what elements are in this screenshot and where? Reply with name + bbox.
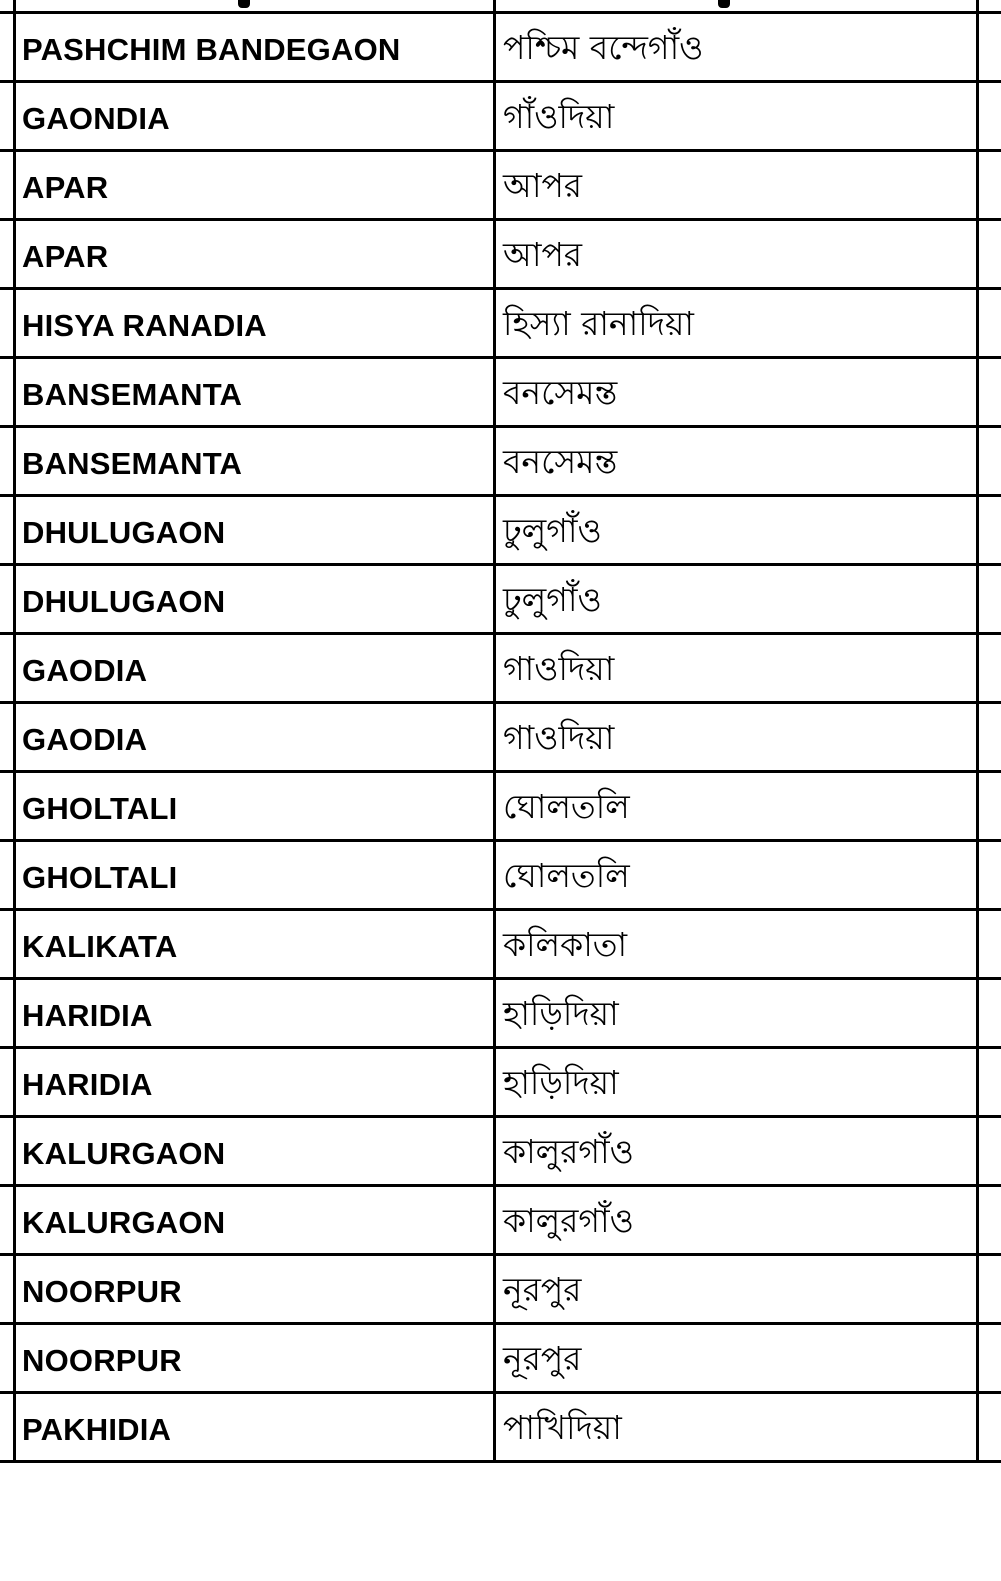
column-rule-right — [976, 773, 979, 839]
column-rule-middle — [493, 359, 496, 425]
column-rule-right — [976, 1256, 979, 1322]
column-rule-left — [13, 842, 16, 908]
bengali-name-cell: কালুরগাঁও — [503, 1201, 634, 1240]
column-rule-left — [13, 911, 16, 977]
bengali-name-cell: গাওদিয়া — [503, 649, 615, 688]
table-top-edge — [0, 0, 1001, 14]
english-name-cell: KALURGAON — [22, 1136, 226, 1171]
column-rule-middle — [493, 0, 496, 11]
column-rule-left — [13, 359, 16, 425]
column-rule-left — [13, 1325, 16, 1391]
column-rule-left — [13, 221, 16, 287]
bengali-name-cell: বনসেমন্ত — [503, 442, 618, 481]
column-rule-right — [976, 980, 979, 1046]
table-row — [0, 773, 1001, 842]
column-rule-middle — [493, 83, 496, 149]
column-rule-right — [976, 14, 979, 80]
english-name-cell: BANSEMANTA — [22, 377, 243, 412]
table-row — [0, 842, 1001, 911]
table-row — [0, 1394, 1001, 1463]
table-row — [0, 704, 1001, 773]
table-row — [0, 1118, 1001, 1187]
bengali-name-cell: গাওদিয়া — [503, 718, 615, 757]
column-rule-right — [976, 0, 979, 11]
english-name-cell: NOORPUR — [22, 1343, 182, 1378]
english-name-cell: BANSEMANTA — [22, 446, 243, 481]
column-rule-middle — [493, 1256, 496, 1322]
column-rule-middle — [493, 1325, 496, 1391]
column-rule-right — [976, 428, 979, 494]
column-rule-middle — [493, 497, 496, 563]
bengali-name-cell: কালুরগাঁও — [503, 1132, 634, 1171]
clipped-glyph-fragment — [718, 0, 730, 8]
english-name-cell: DHULUGAON — [22, 515, 226, 550]
bengali-name-cell: ঢুলুগাঁও — [503, 580, 602, 619]
column-rule-middle — [493, 1187, 496, 1253]
column-rule-middle — [493, 980, 496, 1046]
english-name-cell: GHOLTALI — [22, 860, 178, 895]
english-name-cell: HISYA RANADIA — [22, 308, 267, 343]
column-rule-left — [13, 0, 16, 11]
column-rule-right — [976, 1118, 979, 1184]
table-row — [0, 359, 1001, 428]
bengali-name-cell: হাড়িদিয়া — [503, 994, 619, 1033]
column-rule-right — [976, 83, 979, 149]
english-name-cell: PASHCHIM BANDEGAON — [22, 32, 401, 67]
table-row — [0, 428, 1001, 497]
bengali-name-cell: বনসেমন্ত — [503, 373, 618, 412]
column-rule-right — [976, 1325, 979, 1391]
table-row — [0, 1325, 1001, 1394]
column-rule-middle — [493, 1394, 496, 1460]
column-rule-middle — [493, 221, 496, 287]
column-rule-middle — [493, 152, 496, 218]
table-row — [0, 980, 1001, 1049]
table-row — [0, 152, 1001, 221]
column-rule-right — [976, 497, 979, 563]
table-row — [0, 221, 1001, 290]
column-rule-left — [13, 566, 16, 632]
bengali-name-cell: নূরপুর — [503, 1270, 582, 1309]
bengali-name-cell: পশ্চিম বন্দেগাঁও — [503, 28, 704, 67]
bengali-name-cell: নূরপুর — [503, 1339, 582, 1378]
english-name-cell: DHULUGAON — [22, 584, 226, 619]
table-row — [0, 911, 1001, 980]
table-row — [0, 1049, 1001, 1118]
column-rule-right — [976, 221, 979, 287]
column-rule-left — [13, 428, 16, 494]
column-rule-right — [976, 1049, 979, 1115]
table-row — [0, 14, 1001, 83]
table-row — [0, 497, 1001, 566]
column-rule-left — [13, 1118, 16, 1184]
column-rule-left — [13, 1256, 16, 1322]
column-rule-left — [13, 773, 16, 839]
column-rule-left — [13, 1394, 16, 1460]
column-rule-left — [13, 497, 16, 563]
table-row — [0, 635, 1001, 704]
column-rule-middle — [493, 1049, 496, 1115]
column-rule-right — [976, 1187, 979, 1253]
english-name-cell: GAONDIA — [22, 101, 170, 136]
column-rule-right — [976, 1394, 979, 1460]
column-rule-right — [976, 290, 979, 356]
english-name-cell: KALIKATA — [22, 929, 178, 964]
clipped-glyph-fragment — [238, 0, 250, 8]
column-rule-middle — [493, 773, 496, 839]
english-name-cell: NOORPUR — [22, 1274, 182, 1309]
table-body — [0, 14, 1001, 1463]
english-name-cell: HARIDIA — [22, 998, 153, 1033]
english-name-cell: GAODIA — [22, 722, 148, 757]
column-rule-left — [13, 152, 16, 218]
column-rule-middle — [493, 635, 496, 701]
bengali-name-cell: পাখিদিয়া — [503, 1408, 622, 1447]
bengali-name-cell: গাঁওদিয়া — [503, 97, 615, 136]
english-name-cell: APAR — [22, 239, 109, 274]
column-rule-middle — [493, 566, 496, 632]
column-rule-middle — [493, 842, 496, 908]
column-rule-middle — [493, 704, 496, 770]
bengali-name-cell: আপর — [503, 166, 583, 205]
english-name-cell: PAKHIDIA — [22, 1412, 172, 1447]
column-rule-right — [976, 359, 979, 425]
english-name-cell: GAODIA — [22, 653, 148, 688]
english-name-cell: HARIDIA — [22, 1067, 153, 1102]
table-row — [0, 1256, 1001, 1325]
column-rule-left — [13, 14, 16, 80]
column-rule-middle — [493, 428, 496, 494]
bengali-name-cell: হিস্যা রানাদিয়া — [503, 304, 694, 343]
table-row — [0, 566, 1001, 635]
english-name-cell: GHOLTALI — [22, 791, 178, 826]
bengali-name-cell: ঘোলতলি — [503, 787, 630, 826]
bengali-name-cell: ঢুলুগাঁও — [503, 511, 602, 550]
bengali-name-cell: কলিকাতা — [503, 925, 628, 964]
column-rule-right — [976, 152, 979, 218]
column-rule-left — [13, 635, 16, 701]
column-rule-middle — [493, 1118, 496, 1184]
column-rule-right — [976, 566, 979, 632]
table-row — [0, 1187, 1001, 1256]
column-rule-left — [13, 83, 16, 149]
column-rule-right — [976, 635, 979, 701]
table-row — [0, 83, 1001, 152]
column-rule-right — [976, 842, 979, 908]
column-rule-right — [976, 911, 979, 977]
table-row — [0, 290, 1001, 359]
column-rule-left — [13, 1187, 16, 1253]
column-rule-left — [13, 290, 16, 356]
column-rule-right — [976, 704, 979, 770]
bengali-name-cell: ঘোলতলি — [503, 856, 630, 895]
column-rule-left — [13, 980, 16, 1046]
bengali-name-cell: আপর — [503, 235, 583, 274]
bengali-name-cell: হাড়িদিয়া — [503, 1063, 619, 1102]
column-rule-middle — [493, 911, 496, 977]
column-rule-left — [13, 704, 16, 770]
column-rule-middle — [493, 14, 496, 80]
column-rule-middle — [493, 290, 496, 356]
english-name-cell: APAR — [22, 170, 109, 205]
column-rule-left — [13, 1049, 16, 1115]
english-name-cell: KALURGAON — [22, 1205, 226, 1240]
